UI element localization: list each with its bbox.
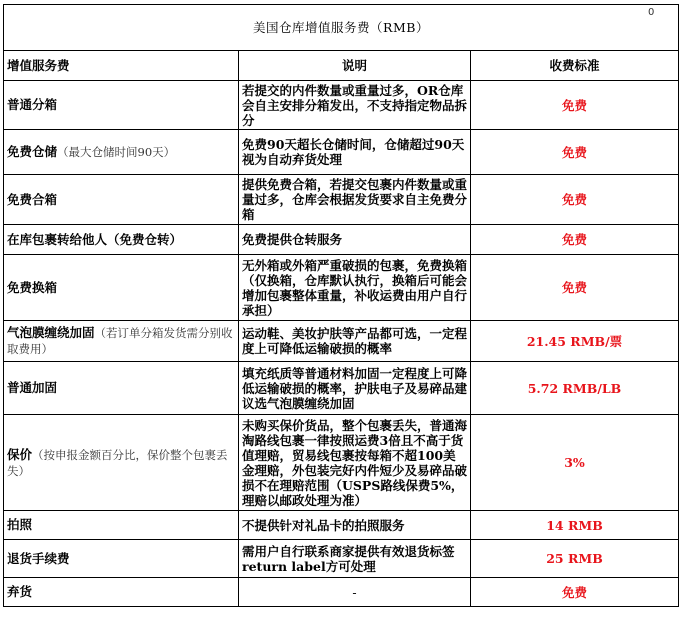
service-name-cell — [4, 540, 239, 578]
service-description: 无外箱或外箱严重破损的包裹，免费换箱（仅换箱，仓库默认执行，换箱后可能会增加包裹整体重量，补收运费由用户自行承担） — [239, 255, 471, 321]
service-name-cell — [4, 578, 239, 607]
table-row — [4, 578, 679, 607]
service-description: 免费提供仓转服务 — [239, 225, 471, 255]
service-price: 免费 — [471, 81, 679, 130]
service-name: 普通加固 — [7, 380, 58, 395]
table-row — [4, 130, 679, 175]
service-name: 保价 — [7, 446, 33, 462]
service-description: 填充纸质等普通材料加固一定程度上可降低运输破损的概率，护肤电子及易碎品建议选气泡膜缠绕加固 — [239, 362, 471, 415]
table-row — [4, 175, 679, 225]
header-price: 收费标准 — [471, 51, 679, 81]
service-name: 普通分箱 — [7, 97, 58, 112]
service-name-cell — [4, 511, 239, 540]
service-description: 未购买保价货品，整个包裹丢失，普通海淘路线包裹一律按照运费3倍且不高于货值理赔，贸易线包裹按每箱不超100美金理赔，外包装完好内件短少及易碎品破损不在理赔范围（USPS路线保费5%，理赔以邮政处理为准） — [239, 415, 471, 511]
service-price: 免费 — [471, 175, 679, 225]
header-service: 增值服务费 — [4, 51, 239, 81]
service-name-cell — [4, 255, 239, 321]
service-name: 气泡膜缠绕加固 — [7, 325, 95, 340]
header-description: 说明 — [239, 51, 471, 81]
service-note: （按申报金额百分比，保价整个包裹丢失） — [7, 447, 228, 478]
service-name: 退货手续费 — [7, 550, 70, 566]
service-description: 若提交的内件数量或重量过多，OR仓库会自主安排分箱发出，不支持指定物品拆分 — [239, 81, 471, 130]
service-name: 免费合箱 — [7, 191, 58, 207]
service-description: 提供免费合箱，若提交包裹内件数量或重量过多，仓库会根据发货要求自主免费分箱 — [239, 175, 471, 225]
service-price: 免费 — [471, 255, 679, 321]
fee-table — [3, 4, 679, 607]
service-name: 免费换箱 — [7, 279, 58, 295]
service-description: 运动鞋、美妆护肤等产品都可选，一定程度上可降低运输破损的概率 — [239, 321, 471, 362]
service-name-cell — [4, 81, 239, 130]
service-price: 免费 — [471, 578, 679, 607]
service-price: 25 RMB — [471, 540, 679, 578]
service-price: 免费 — [471, 130, 679, 175]
service-name-cell — [4, 321, 239, 362]
service-name: 弃货 — [7, 584, 33, 599]
service-name-cell — [4, 362, 239, 415]
service-description: 不提供针对礼品卡的拍照服务 — [239, 511, 471, 540]
header-row — [4, 51, 679, 81]
service-name-cell — [4, 130, 239, 175]
table-row — [4, 225, 679, 255]
service-note: （最大仓储时间90天） — [57, 145, 176, 159]
service-name-cell — [4, 225, 239, 255]
table-row — [4, 362, 679, 415]
service-name: 在库包裹转给他人（免费仓转） — [7, 231, 183, 247]
service-price: 3% — [471, 415, 679, 511]
service-description: - — [239, 578, 471, 607]
service-price: 5.72 RMB/LB — [471, 362, 679, 415]
service-price: 21.45 RMB/票 — [471, 321, 679, 362]
service-note: （若订单分箱发货需分别收取费用） — [7, 326, 233, 356]
service-name: 拍照 — [7, 517, 33, 532]
table-row — [4, 321, 679, 362]
service-name-cell — [4, 415, 239, 511]
service-description: 免费90天超长仓储时间，仓储超过90天视为自动弃货处理 — [239, 130, 471, 175]
table-row — [4, 81, 679, 130]
service-name-cell — [4, 175, 239, 225]
title-row — [4, 5, 679, 51]
table-row — [4, 511, 679, 540]
table-row — [4, 415, 679, 511]
service-name: 免费仓储 — [7, 144, 58, 159]
corner-mark: 0 — [648, 7, 655, 18]
table-row — [4, 255, 679, 321]
table-row — [4, 540, 679, 578]
table-title: 美国仓库增值服务费（RMB） — [4, 5, 679, 51]
service-price: 14 RMB — [471, 511, 679, 540]
service-price: 免费 — [471, 225, 679, 255]
service-description: 需用户自行联系商家提供有效退货标签return label方可处理 — [239, 540, 471, 578]
